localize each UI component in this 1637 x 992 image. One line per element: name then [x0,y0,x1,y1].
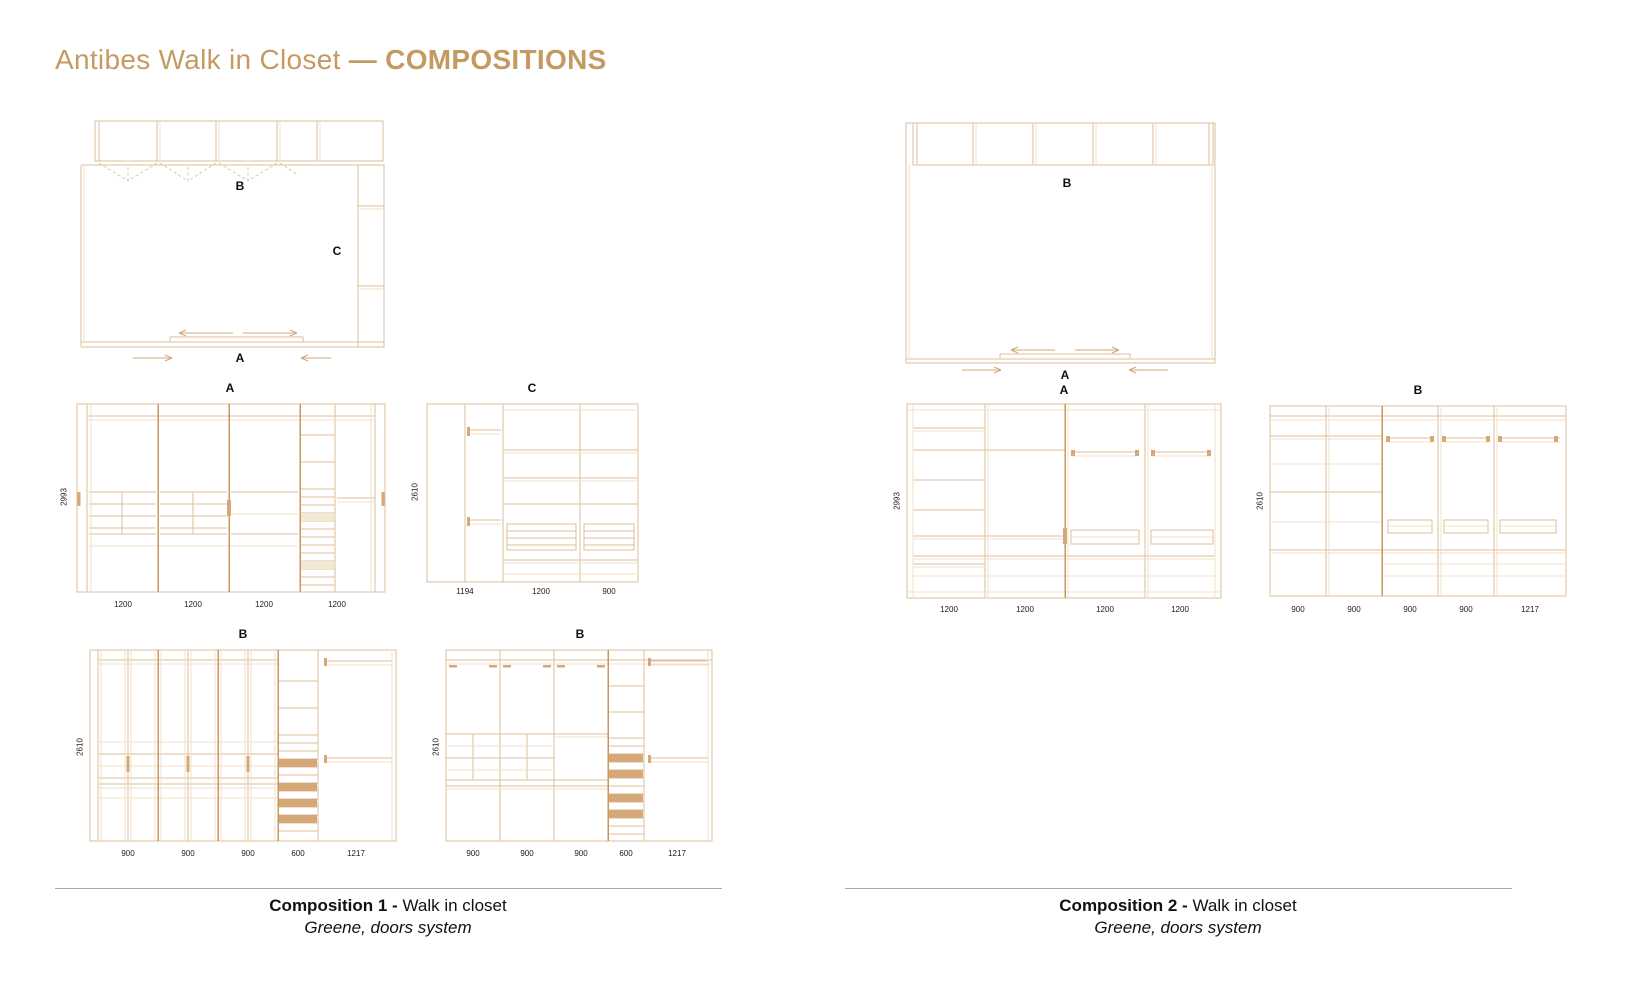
height-dim: 2610 [1255,492,1265,510]
title-product: Antibes Walk in Closet [55,44,341,75]
comp2-caption [945,895,1411,939]
height-dim: 2993 [59,488,69,506]
comp1-floor-plan-drawing [75,118,387,368]
title-separator: — [348,44,378,75]
comp1-elevation-a [75,400,387,605]
comp1-elevation-c-drawing [425,400,640,588]
page-title [55,44,607,76]
plan-section-label-a: A [1060,368,1070,382]
caption-subtitle: Walk in closet [402,896,507,915]
dim-label: 900 [241,849,255,858]
caption-line-1 [945,895,1411,917]
dim-label: 900 [181,849,195,858]
comp1-caption [155,895,621,939]
dim-label: 600 [291,849,305,858]
dim-label: 900 [602,587,616,596]
height-dim: 2610 [431,738,441,756]
dim-label: 1217 [347,849,365,858]
elevation-label: A [225,381,235,395]
divider [55,888,722,889]
plan-section-label-b: B [235,179,245,193]
caption-line-1 [155,895,621,917]
dim-label: 900 [1459,605,1473,614]
comp2-elevation-b [1268,400,1570,610]
elevation-label: B [238,627,248,641]
dim-label: 1200 [184,600,202,609]
height-dim: 2993 [892,492,902,510]
elevation-label: B [1413,383,1423,397]
dim-label: 1217 [668,849,686,858]
dim-label: 1200 [532,587,550,596]
dim-label: 900 [1347,605,1361,614]
height-dim: 2610 [410,483,420,501]
comp1-elevation-b-doors [88,646,398,851]
dim-label: 900 [1291,605,1305,614]
comp1-elevation-b-open-drawing [444,646,716,846]
elevation-label: B [575,627,585,641]
comp2-floor-plan [905,120,1217,381]
dim-label: 1200 [1016,605,1034,614]
comp1-elevation-b-open [444,646,716,851]
dim-label: 600 [619,849,633,858]
elevation-label: A [1059,383,1069,397]
dim-label: 1200 [1171,605,1189,614]
elevation-label: C [527,381,537,395]
comp2-elevation-a-drawing [905,400,1223,605]
caption-title: Composition 1 - [269,896,398,915]
dim-label: 1200 [1096,605,1114,614]
dim-label: 1200 [328,600,346,609]
divider [845,888,1512,889]
height-dim: 2610 [75,738,85,756]
dim-label: 1200 [255,600,273,609]
comp1-elevation-c [425,400,640,593]
plan-section-label-c: C [332,244,342,258]
caption-title: Composition 2 - [1059,896,1188,915]
title-section: COMPOSITIONS [385,44,607,75]
dim-label: 900 [121,849,135,858]
comp1-elevation-a-drawing [75,400,387,600]
comp2-floor-plan-drawing [905,120,1217,376]
caption-note: Greene, doors system [304,918,472,937]
caption-subtitle: Walk in closet [1192,896,1297,915]
dim-label: 1217 [1521,605,1539,614]
dim-label: 1200 [114,600,132,609]
comp1-elevation-b-doors-drawing [88,646,398,846]
dim-label: 1200 [940,605,958,614]
plan-section-label-b: B [1062,176,1072,190]
comp2-elevation-b-drawing [1268,400,1570,605]
dim-label: 900 [466,849,480,858]
dim-label: 900 [574,849,588,858]
plan-section-label-a: A [235,351,245,365]
dim-label: 1194 [456,587,474,596]
dim-label: 900 [520,849,534,858]
dim-label: 900 [1403,605,1417,614]
comp2-elevation-a [905,400,1223,610]
caption-note: Greene, doors system [1094,918,1262,937]
